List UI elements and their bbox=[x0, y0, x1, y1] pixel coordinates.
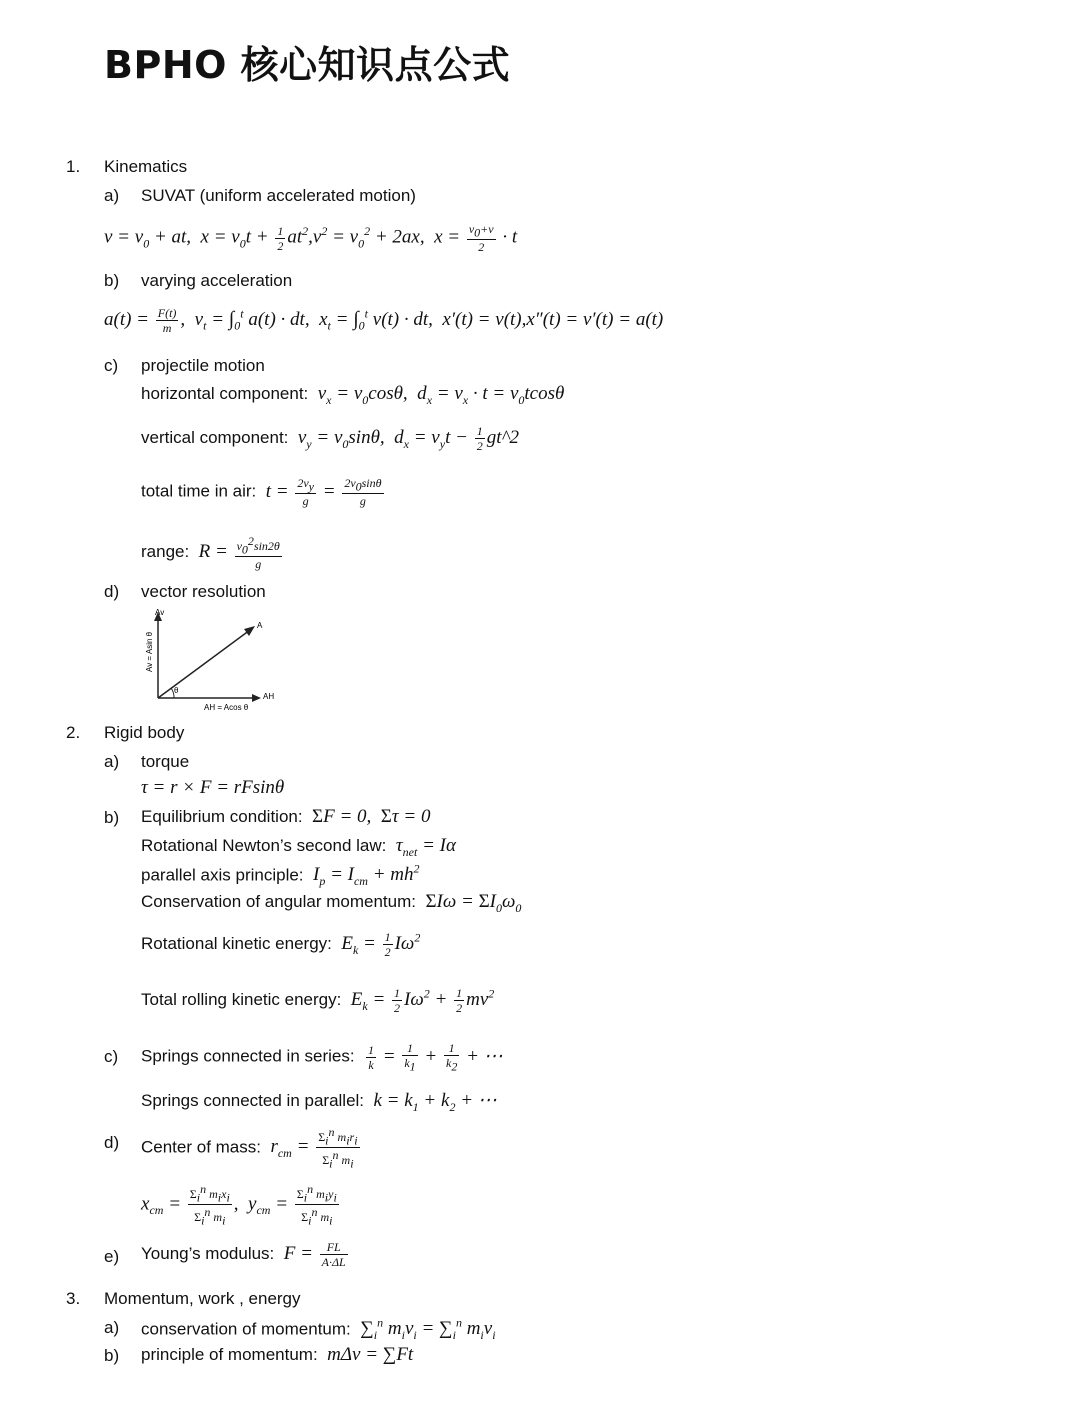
label-equilibrium: Equilibrium condition: bbox=[141, 807, 303, 826]
formula-youngs-modulus: Young’s modulus: F = $\frac{FL}{A\cdot\Delta L}$ bbox=[141, 1240, 346, 1269]
formula-center-of-mass: Center of mass: $r_{cm}$ = $\frac{\Sigma_i^n m_ir_i}{\Sigma_i^n m_i}$ bbox=[141, 1125, 358, 1171]
formula-center-of-mass-components: $x_{cm}$ = $\frac{\Sigma_i^n m_ix_i}{\Sigma_i^n m_i}$ , $y_{cm}$ = $\frac{\Sigma_i^n m_iy_i}{\Sigma_i^n m_i}$ bbox=[141, 1182, 337, 1228]
formula-principle-momentum: principle of momentum: mΔv = ∑Ft bbox=[141, 1344, 414, 1365]
label-av: Av bbox=[155, 608, 165, 617]
section-number: 3. bbox=[66, 1289, 81, 1308]
label-center-of-mass: Center of mass: bbox=[141, 1137, 261, 1157]
item-label: b) bbox=[104, 808, 120, 827]
item-label: c) bbox=[104, 356, 119, 375]
label-rotational-newton: Rotational Newton’s second law: bbox=[141, 836, 387, 855]
label-youngs-modulus: Young’s modulus: bbox=[141, 1243, 275, 1263]
section-title-rigid-body: Rigid body bbox=[104, 723, 185, 742]
item-label: b) bbox=[104, 1346, 120, 1365]
item-label: a) bbox=[104, 1318, 120, 1337]
label-springs-parallel: Springs connected in parallel: bbox=[141, 1091, 365, 1110]
item-label: a) bbox=[104, 186, 120, 205]
formula-angular-momentum: Conservation of angular momentum: $\Sigma I\omega = \Sigma I_0\omega_0$ bbox=[141, 891, 522, 915]
formula-equilibrium: Equilibrium condition: ΣF = 0, Στ = 0 bbox=[141, 806, 431, 827]
formula-suvat: $v = v_0$ + at, $x = v_0t$ + $\frac{1}{2}$ $at^2,v^2 = v_0^2 + 2ax$, x = $\frac{v_0+v}{2}$ · t bbox=[104, 222, 518, 255]
item-label: d) bbox=[104, 582, 120, 601]
formula-conservation-momentum: conservation of momentum: $\sum_i^n$ $m_iv_i = \sum_i^n$ $m_iv_i$ bbox=[141, 1316, 496, 1343]
formula-springs-series: Springs connected in series: $\frac{1}{k}$ = $\frac{1}{k_1}$ + $\frac{1}{k_2}$ + ⋯ bbox=[141, 1041, 503, 1074]
horizontal-arrowhead bbox=[252, 694, 261, 702]
section-number: 2. bbox=[66, 723, 81, 742]
label-springs-series: Springs connected in series: bbox=[141, 1046, 355, 1066]
formula-rolling-ke: Total rolling kinetic energy: $E_k$ = $\frac{1}{2}$ $I\omega^2$ + $\frac{1}{2}$ $mv^2$ bbox=[141, 986, 495, 1015]
item-text-projectile: projectile motion bbox=[141, 356, 265, 375]
section-title-kinematics: Kinematics bbox=[104, 157, 188, 176]
item-label: b) bbox=[104, 271, 120, 290]
label-horizontal: horizontal component: bbox=[141, 384, 309, 403]
item-label: d) bbox=[104, 1133, 120, 1152]
formula-time-in-air: total time in air: t = $\frac{2v_y}{g}$ = $\frac{2v_0\sin\theta}{g}$ bbox=[141, 476, 382, 509]
vector-a bbox=[158, 630, 250, 698]
label-vertical-component: Av = Asin θ bbox=[145, 631, 154, 672]
label-range: range: bbox=[141, 542, 190, 562]
label-angular-momentum: Conservation of angular momentum: bbox=[141, 892, 416, 911]
vector-resolution-diagram bbox=[140, 606, 290, 716]
section-title-momentum: Momentum, work , energy bbox=[104, 1289, 301, 1308]
item-text-suvat: SUVAT (uniform accelerated motion) bbox=[141, 186, 416, 205]
section-number: 1. bbox=[66, 157, 81, 176]
label-ah: AH bbox=[263, 692, 275, 701]
formula-springs-parallel: Springs connected in parallel: $k = k_1 + k_2$ + ⋯ bbox=[141, 1090, 497, 1114]
formula-torque: τ = r × F = rFsinθ bbox=[141, 777, 285, 798]
item-label: a) bbox=[104, 752, 120, 771]
label-vertical: vertical component: bbox=[141, 427, 289, 447]
item-text-torque: torque bbox=[141, 752, 190, 771]
formula-vertical: vertical component: $v_y = v_0\sin\theta$, $d_x = v_yt$ − $\frac{1}{2}$ gt^2 bbox=[141, 424, 519, 453]
formula-range: range: R = $\frac{v_0^2\sin 2\theta}{g}$ bbox=[141, 534, 280, 572]
formula-horizontal: horizontal component: $v_x = v_0\cos\theta$, $d_x = v_x \cdot t = v_0tcos\theta$ bbox=[141, 383, 565, 407]
label-horizontal-component: AH = Acos θ bbox=[204, 703, 249, 712]
item-label: e) bbox=[104, 1247, 120, 1266]
formula-varying-acceleration: a(t) = $\frac{F(t)}{m}$ , $v_t = \int_0^t$ a(t) · dt, $x_t = \int_0^t$ v(t) · dt, x′(t) = v(t),x″(t) = v′(t) = a(t) bbox=[104, 306, 664, 335]
page-title: BPHO 核心知识点公式 bbox=[104, 43, 511, 87]
label-principle-momentum: principle of momentum: bbox=[141, 1345, 318, 1364]
label-rolling-ke: Total rolling kinetic energy: bbox=[141, 989, 342, 1009]
formula-rotational-newton: Rotational Newton’s second law: $\tau_{net} = I\alpha$ bbox=[141, 835, 456, 859]
label-rotational-ke: Rotational kinetic energy: bbox=[141, 933, 332, 953]
label-theta: θ bbox=[174, 686, 179, 695]
item-text-varying-acceleration: varying acceleration bbox=[141, 271, 293, 290]
item-text-vector: vector resolution bbox=[141, 582, 266, 601]
label-conservation-momentum: conservation of momentum: bbox=[141, 1319, 351, 1339]
label-vector-a: A bbox=[257, 621, 263, 630]
formula-parallel-axis: parallel axis principle: $I_p = I_{cm} + mh^2$ bbox=[141, 862, 420, 889]
item-label: c) bbox=[104, 1047, 119, 1066]
vector-arrowhead bbox=[244, 626, 255, 636]
label-parallel-axis: parallel axis principle: bbox=[141, 865, 304, 885]
label-time: total time in air: bbox=[141, 481, 257, 501]
formula-rotational-ke: Rotational kinetic energy: $E_k$ = $\frac{1}{2}$ $I\omega^2$ bbox=[141, 930, 421, 959]
